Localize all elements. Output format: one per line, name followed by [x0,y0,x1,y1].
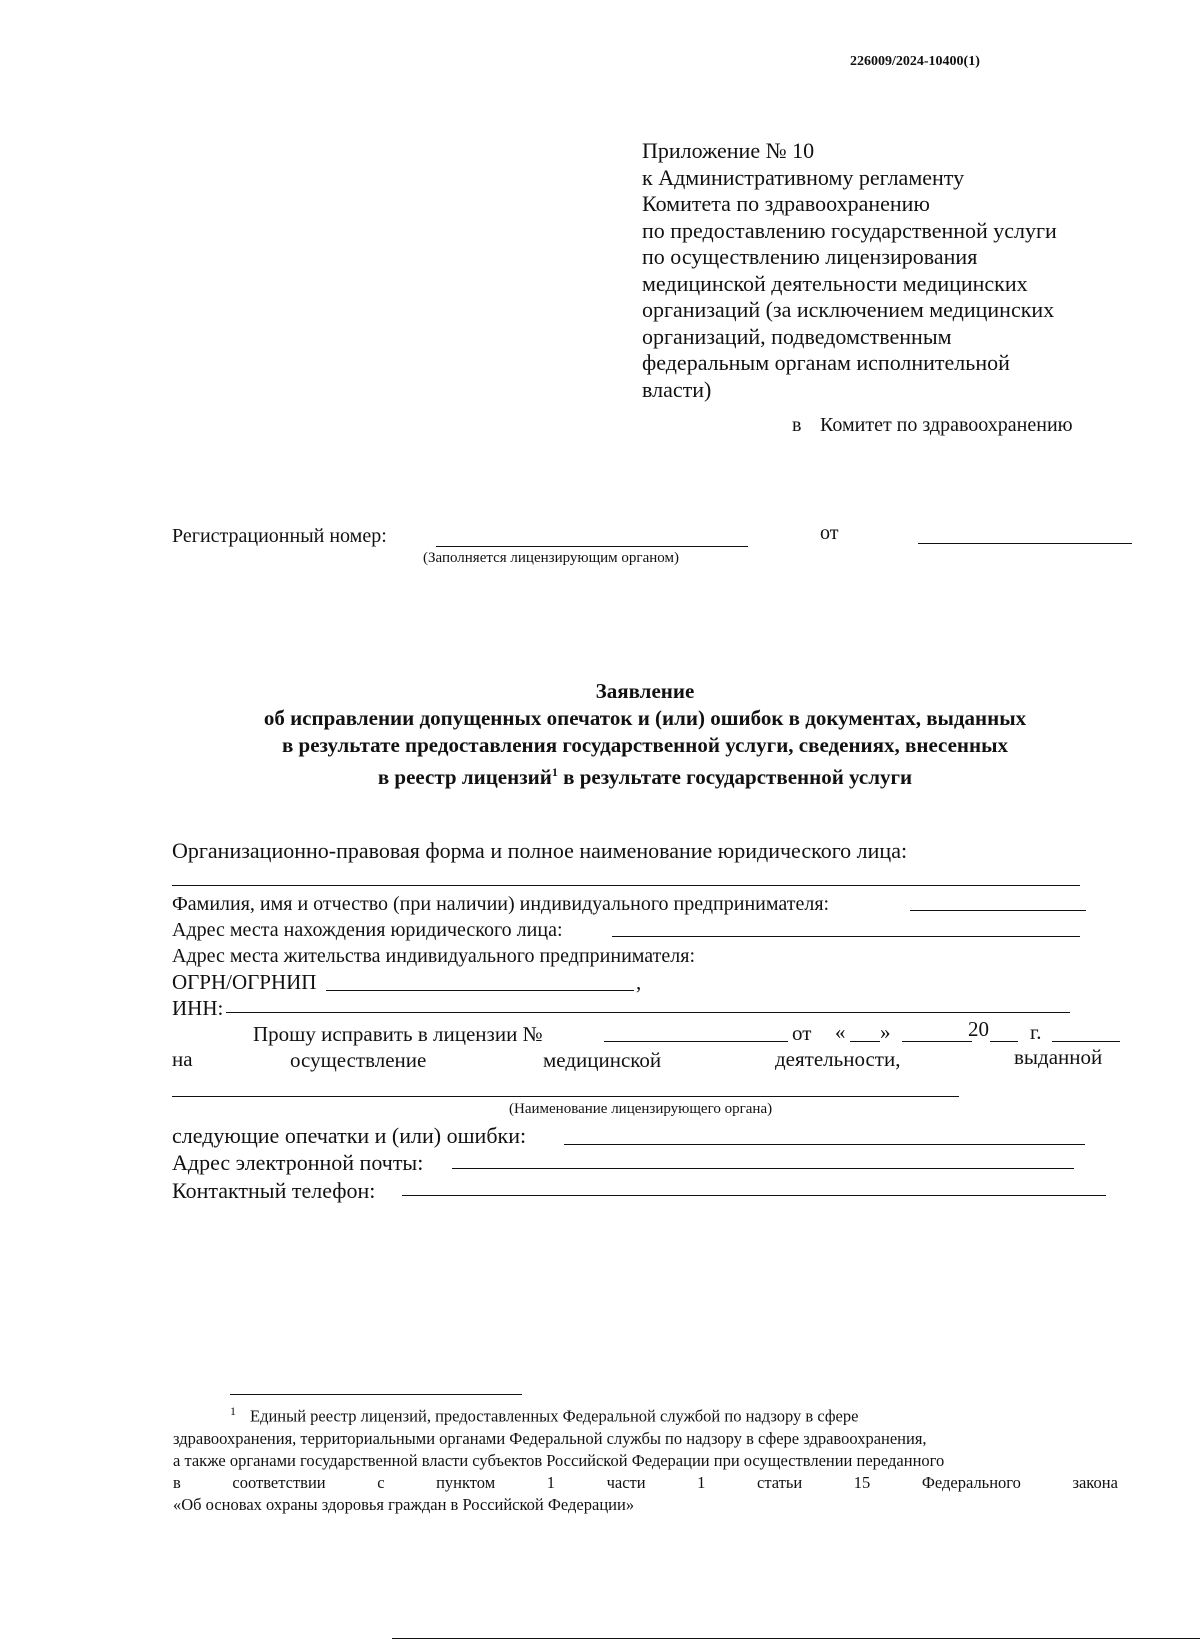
footnote [173,1400,1118,1516]
statement-title [0,678,1200,791]
activity-word-activity: деятельности, [775,1047,901,1071]
year-prefix: 20 [968,1017,989,1041]
footnote-word: 1 [697,1472,706,1492]
registration-from-label: от [820,522,839,544]
appendix-line: организаций, подведомственным [642,323,952,349]
title-line-3 [0,759,1200,791]
inn-field[interactable] [226,1012,1070,1013]
request-from-label: от [792,1021,812,1045]
appendix-line: Комитета по здравоохранению [642,191,930,216]
footnote-ref: 1 [551,765,558,779]
appendix-line: по осуществлению лицензирования [642,244,978,269]
footnote-word: с [377,1472,385,1492]
phone-label: Контактный телефон: [172,1178,376,1203]
footnote-word: части [606,1472,646,1492]
year-tail-line [1052,1041,1120,1042]
title-line-3-end: в результате государственной услуги [557,765,913,789]
appendix-line: к Административному регламенту [642,164,965,190]
appendix-line: Приложение № 10 [642,138,815,163]
authority-name-field[interactable] [172,1096,959,1097]
title-line-1: об исправлении допущенных опечаток и (или) ошибок в документах, выданных [263,706,1027,730]
page-bottom-edge [392,1638,1200,1639]
appendix-line: организаций (за исключением медицинских [642,297,1055,322]
email-label: Адрес электронной почты: [172,1150,424,1175]
ogrn-comma: , [636,970,642,994]
quote-open: « [835,1020,846,1044]
activity-word-na: на [172,1047,193,1071]
phone-field[interactable] [402,1195,1106,1196]
document-number: 226009/2024-10400(1) [850,54,980,69]
registration-label: Регистрационный номер: [172,525,387,547]
registration-hint: (Заполняется лицензирующим органом) [423,550,679,566]
year-suffix: г. [1030,1020,1042,1044]
org-form-field[interactable] [172,885,1080,886]
inn-label: ИНН: [172,996,224,1020]
activity-word-issued: выданной [1014,1045,1103,1069]
footnote-text-1: Единый реестр лицензий, предоставленных Федеральной службой по надзору в сфере [250,1406,859,1426]
footnote-line-2: здравоохранения, территориальными органами Федеральной службы по надзору в сфере здравоохранения, [173,1428,927,1448]
footnote-word: пунктом [436,1472,496,1492]
activity-word-medical: медицинской [543,1048,662,1072]
license-year-field[interactable] [990,1041,1018,1042]
footnote-line-4 [173,1472,1118,1494]
quote-close: » [880,1020,891,1044]
footnote-word: 15 [853,1472,871,1492]
legal-address-label: Адрес места нахождения юридического лица: [172,919,563,941]
ogrn-label: ОГРН/ОГРНИП [172,970,317,994]
license-month-field[interactable] [902,1041,972,1042]
title-line-2: в результате предоставления государственной услуги, сведениях, внесенных [281,733,1009,757]
fio-label: Фамилия, имя и отчество (при наличии) индивидуального предпринимателя: [172,893,830,915]
addressee-prefix: в [792,414,802,436]
footnote-separator [230,1394,522,1395]
registration-date-field[interactable] [918,543,1132,544]
footnote-word: 1 [546,1472,556,1492]
org-form-label: Организационно-правовая форма и полное наименование юридического лица: [172,838,908,863]
ip-address-label: Адрес места жительства индивидуального предпринимателя: [172,945,695,967]
footnote-marker: 1 [230,1404,236,1418]
errors-field[interactable] [564,1144,1085,1145]
ogrn-field[interactable] [326,990,634,991]
footnote-word: статьи [757,1472,803,1492]
appendix-line: федеральным органам исполнительной [642,350,1010,375]
registration-number-field[interactable] [436,546,748,547]
authority-hint: (Наименование лицензирующего органа) [509,1101,773,1117]
license-number-field[interactable] [604,1041,788,1042]
appendix-line: власти) [642,376,712,402]
appendix-block [642,138,1057,403]
appendix-line: по предоставлению государственной услуги [642,217,1057,243]
footnote-line-3: а также органами государственной власти субъектов Российской Федерации при осуществлении переданного [173,1450,945,1470]
title-heading: Заявление [595,679,695,703]
title-line-3-start: в реестр лицензий [377,765,552,789]
errors-label: следующие опечатки и (или) ошибки: [172,1123,527,1148]
footnote-line-1 [173,1400,1118,1428]
footnote-word: закона [1072,1472,1118,1492]
activity-word-implementation: осуществление [290,1048,427,1072]
fio-field[interactable] [910,910,1086,911]
footnote-word: соответствии [232,1472,326,1492]
footnote-word: в [173,1472,181,1492]
footnote-line-5: «Об основах охраны здоровья граждан в Российской Федерации» [173,1494,635,1514]
email-field[interactable] [452,1168,1074,1169]
license-day-field[interactable] [850,1041,880,1042]
request-label: Прошу исправить в лицензии № [253,1022,543,1046]
addressee-name: Комитет по здравоохранению [820,414,1073,436]
footnote-word: Федерального [921,1472,1021,1492]
legal-address-field[interactable] [612,936,1080,937]
appendix-line: медицинской деятельности медицинских [642,270,1028,296]
